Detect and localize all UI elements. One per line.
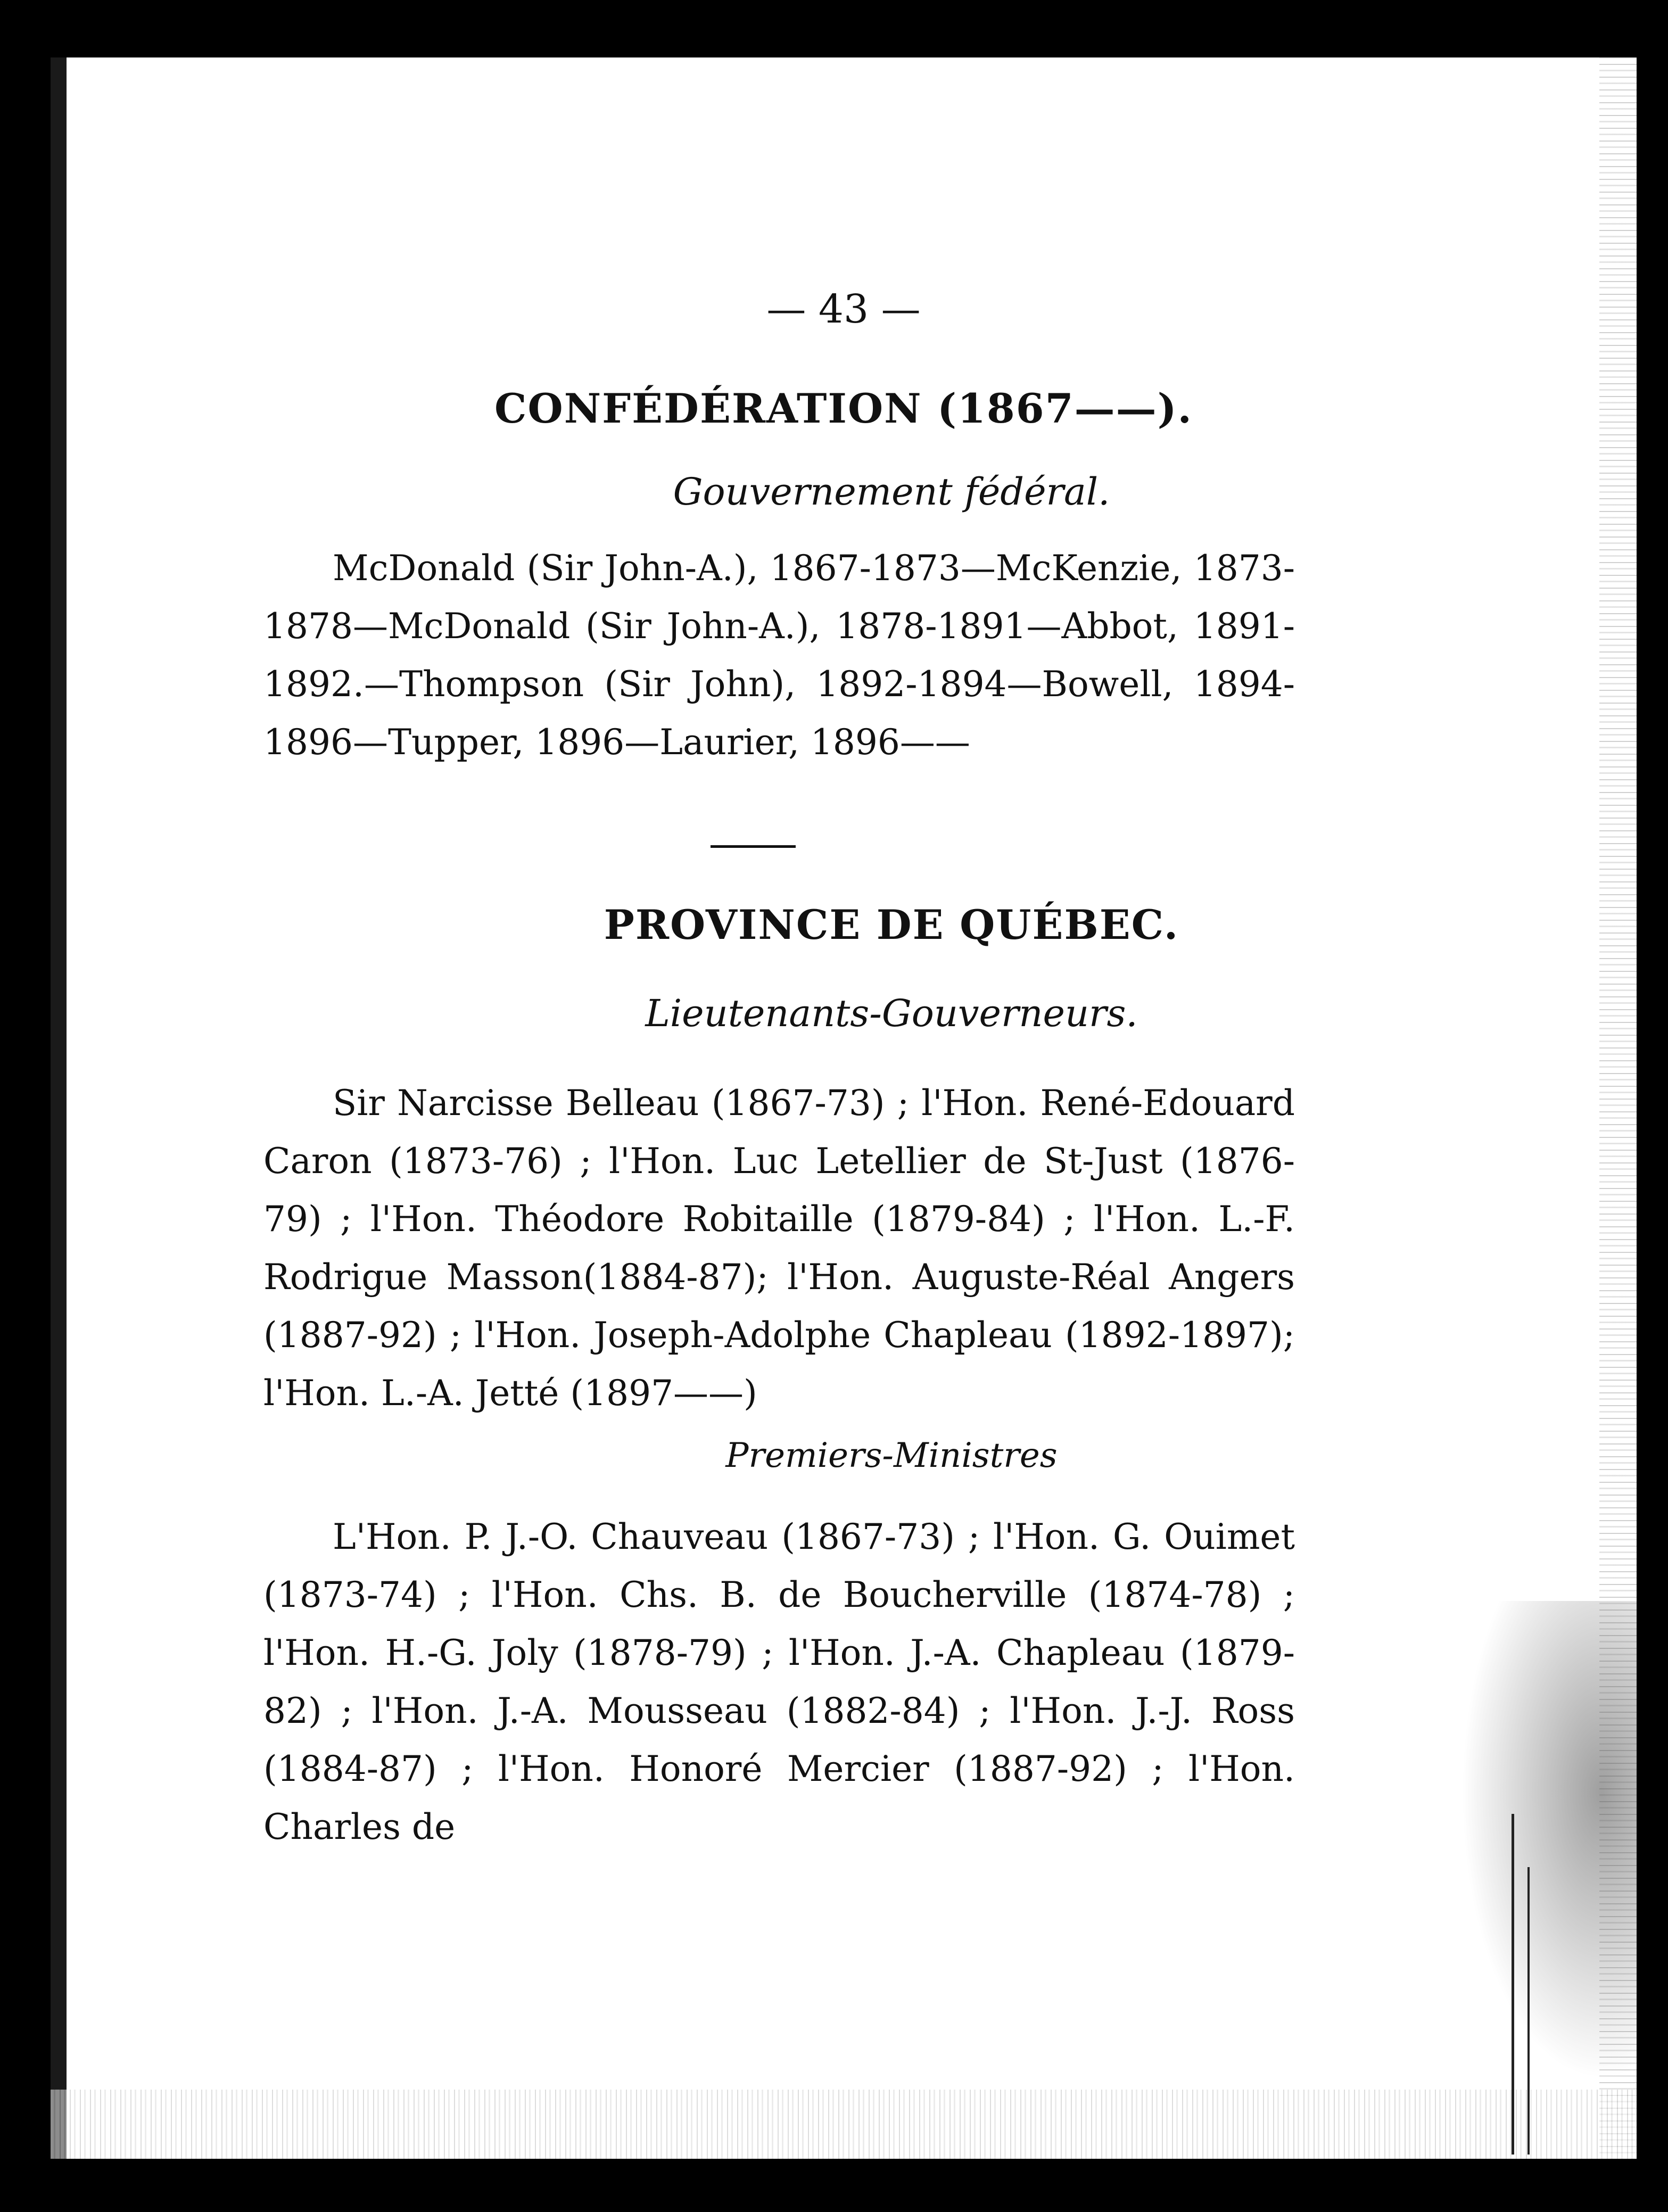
page-left-edge-shadow: [51, 57, 67, 2159]
premiers-ministres-paragraph: L'Hon. P. J.-O. Chauveau (1867-73) ; l'Hon. G. Ouimet (1873-74) ; l'Hon. Chs. B. de Boucherville (1874-78) ; l'Hon. H.-G. Joly (1878-79) ; l'Hon. J.-A. Chapleau (1879-82) ; l'Hon. J.-A. Mousseau (1882-84) ; l'Hon. J.-J. Ross (1884-87) ; l'Hon. Honoré Mercier (1887-92) ; l'Hon. Charles de: [263, 1516, 1295, 1847]
federal-prime-ministers-paragraph: McDonald (Sir John-A.), 1867-1873—McKenzie, 1873-1878—McDonald (Sir John-A.), 1878-1891—Abbot, 1891-1892.—Thompson (Sir John), 1892-1894—Bowell, 1894-1896—Tupper, 1896—Laurier, 1896——: [263, 548, 1295, 763]
scanned-page: [51, 57, 1637, 2159]
quebec-heading: PROVINCE DE QUÉBEC.: [604, 901, 1179, 948]
federal-government-subheading: Gouvernement fédéral.: [673, 470, 1110, 514]
page-number: — 43 —: [766, 286, 921, 332]
page-bottom-edge-noise: [51, 2090, 1637, 2159]
lieutenants-governors-paragraph: Sir Narcisse Belleau (1867-73) ; l'Hon. René-Edouard Caron (1873-76) ; l'Hon. Luc Letellier de St-Just (1876-79) ; l'Hon. Théodore Robitaille (1879-84) ; l'Hon. L.-F. Rodrigue Masson(1884-87); l'Hon. Auguste-Réal Angers (1887-92) ; l'Hon. Joseph-Adolphe Chapleau (1892-1897); l'Hon. L.-A. Jetté (1897——): [263, 1083, 1295, 1414]
section-divider: [711, 845, 796, 848]
premiers-ministres-subheading: Premiers-Ministres: [725, 1436, 1058, 1475]
lieutenants-governors-subheading: Lieutenants-Gouverneurs.: [645, 992, 1138, 1035]
scan-artifact-line: [1527, 1867, 1530, 2155]
confederation-heading: CONFÉDÉRATION (1867——).: [494, 385, 1193, 432]
scan-smudge: [1461, 1601, 1637, 2080]
scan-artifact-line: [1512, 1814, 1514, 2155]
